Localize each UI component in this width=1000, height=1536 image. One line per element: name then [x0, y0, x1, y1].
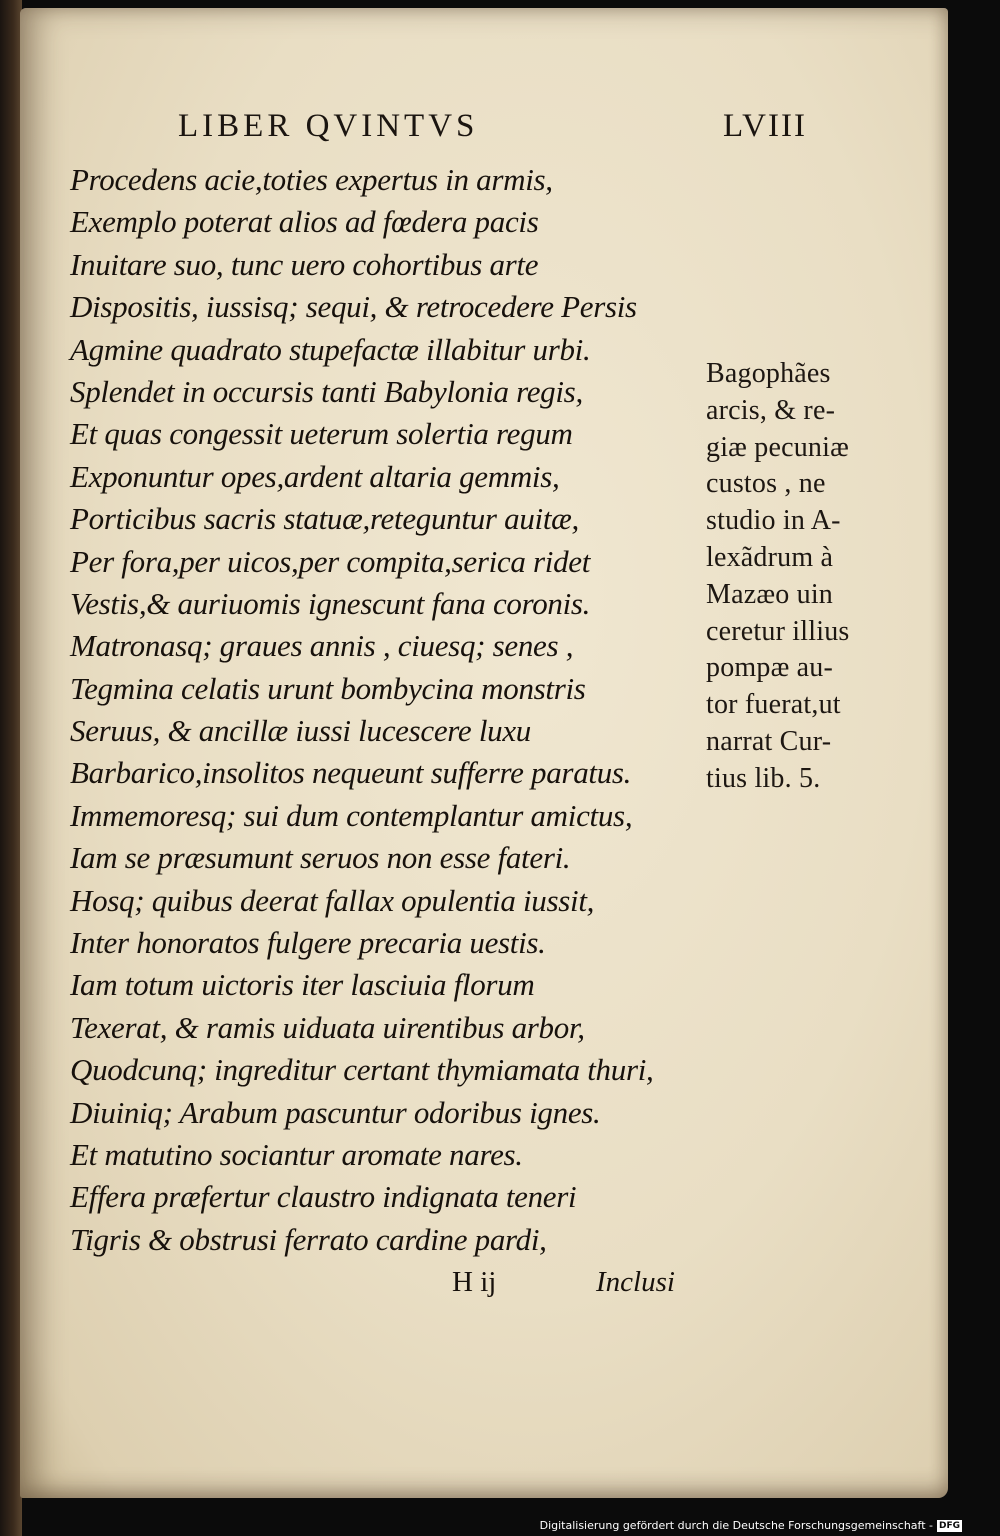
verse-text [70, 159, 690, 1261]
verse-line: Seruus, & ancillæ iussi lucescere luxu [70, 713, 531, 749]
dfg-logo: DFG [938, 1520, 960, 1531]
marginal-line: tius lib. 5. [706, 762, 821, 794]
verse-line: Splendet in occursis tanti Babylonia regis, [70, 373, 583, 409]
verse-line: Quodcunq; ingreditur certant thymiamata thuri, [70, 1052, 654, 1088]
marginal-line: arcis, & re- [706, 394, 836, 426]
marginal-line: narrat Cur- [706, 725, 832, 757]
verse-line: Tigris & obstrusi ferrato cardine pardi, [70, 1221, 547, 1257]
verse-line: Et matutino sociantur aromate nares. [70, 1136, 523, 1172]
verse-line: Hosq; quibus deerat fallax opulentia iussit, [70, 882, 595, 918]
verse-line: Exemplo poterat alios ad fœdera pacis [70, 204, 539, 240]
marginal-line: tor fuerat,ut [706, 689, 841, 721]
marginal-line: giæ pecuniæ [706, 431, 849, 463]
verse-line: Porticibus sacris statuæ,reteguntur auitæ, [70, 501, 579, 537]
verse-line: Barbarico,insolitos nequeunt sufferre paratus. [70, 755, 632, 791]
folio-number: LVIII [723, 108, 807, 144]
book-spine [0, 0, 22, 1536]
book-page [20, 8, 948, 1498]
digitization-credit [540, 1519, 962, 1532]
verse-line: Per fora,per uicos,per compita,serica ridet [70, 543, 591, 579]
verse-line: Exponuntur opes,ardent altaria gemmis, [70, 458, 560, 494]
verse-line: Texerat, & ramis uiduata uirentibus arbor, [70, 1009, 585, 1045]
running-head: LIBER QVINTVS [178, 108, 479, 144]
verse-line: Matronasq; graues annis , ciuesq; senes , [70, 628, 574, 664]
verse-line: Dispositis, iussisq; sequi, & retrocedere Persis [70, 289, 637, 325]
signature-mark: H ij [452, 1266, 497, 1298]
marginal-line: Mazæo uin [706, 578, 834, 610]
marginal-line: ceretur illius [706, 615, 850, 647]
marginal-note [706, 356, 896, 798]
credit-text: Digitalisierung gefördert durch die Deutsche Forschungsgemeinschaft - [539, 1519, 933, 1532]
marginal-line: Bagophães [706, 358, 831, 389]
verse-line: Agmine quadrato stupefactæ illabitur urbi. [70, 331, 591, 367]
verse-line: Inter honoratos fulgere precaria uestis. [70, 925, 546, 961]
marginal-line: studio in A- [706, 505, 841, 537]
marginal-line: pompæ au- [706, 652, 834, 684]
verse-line: Diuiniq; Arabum pascuntur odoribus ignes. [70, 1094, 601, 1130]
verse-line: Inuitare suo, tunc uero cohortibus arte [70, 246, 539, 282]
verse-line: Immemoresq; sui dum contemplantur amictus, [70, 797, 633, 833]
catchword: Inclusi [596, 1266, 675, 1298]
marginal-line: lexãdrum à [706, 541, 834, 573]
verse-line: Iam se præsumunt seruos non esse fateri. [70, 840, 571, 876]
marginal-line: custos , ne [706, 468, 826, 500]
verse-line: Vestis,& auriuomis ignescunt fana coronis. [70, 585, 591, 621]
verse-line: Et quas congessit ueterum solertia regum [70, 416, 573, 452]
verse-line: Iam totum uictoris iter lasciuia florum [70, 967, 535, 1003]
verse-line: Tegmina celatis urunt bombycina monstris [70, 670, 586, 706]
verse-line: Procedens acie,toties expertus in armis, [70, 162, 553, 197]
verse-line: Effera præfertur claustro indignata teneri [70, 1179, 577, 1215]
